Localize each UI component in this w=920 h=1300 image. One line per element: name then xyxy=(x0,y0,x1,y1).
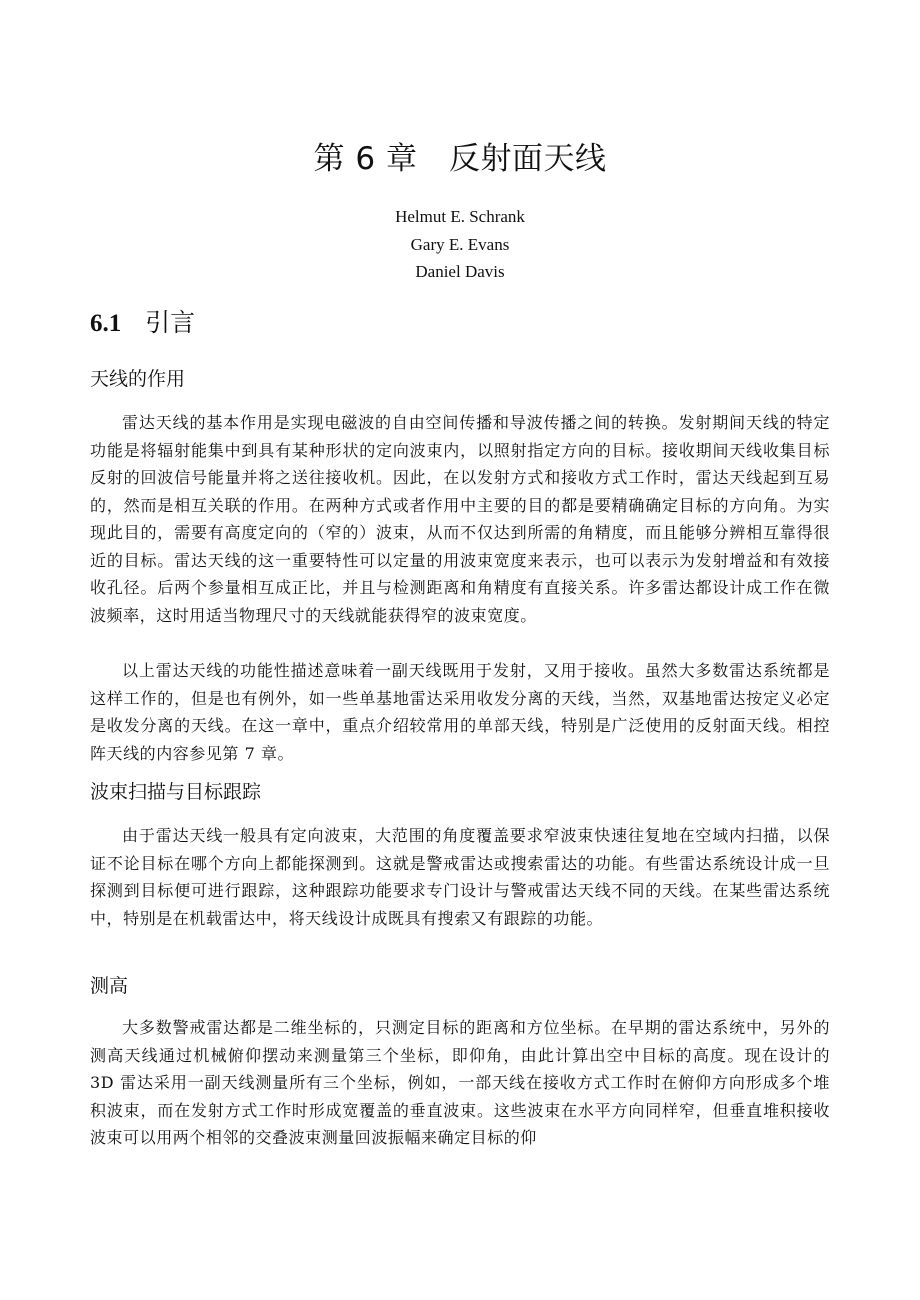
subsection-heading-antenna-role: 天线的作用 xyxy=(90,368,186,390)
subsection-heading-beam-scan: 波束扫描与目标跟踪 xyxy=(90,781,262,803)
author-name: Helmut E. Schrank xyxy=(395,207,525,226)
paragraph: 雷达天线的基本作用是实现电磁波的自由空间传播和导波传播之间的转换。发射期间天线的特定功能是将辐射能集中到具有某种形状的定向波束内，以照射指定方向的目标。接收期间天线收集目标反射的回波信号能量并将之送往接收机。因此，在以发射方式和接收方式工作时，雷达天线起到互易的，然而是相互关联的作用。在两种方式或者作用中主要的目的都是要精确确定目标的方向角。为实现此目的，需要有高度定向的（窄的）波束，从而不仅达到所需的角精度，而且能够分辨相互靠得很近的目标。雷达天线的这一重要特性可以定量的用波束宽度来表示，也可以表示为发射增益和有效接收孔径。后两个参量相互成正比，并且与检测距离和角精度有直接关系。许多雷达都设计成工作在微波频率，这时用适当物理尺寸的天线就能获得窄的波束宽度。 xyxy=(90,413,830,625)
paragraph: 大多数警戒雷达都是二维坐标的，只测定目标的距离和方位坐标。在早期的雷达系统中，另外的测高天线通过机械俯仰摆动来测量第三个坐标，即仰角，由此计算出空中目标的高度。现在设计的 3D 雷达采用一副天线测量所有三个坐标，例如，一部天线在接收方式工作时在俯仰方向形成多个堆积波束，而在发射方式工作时形成宽覆盖的垂直波束。这些波束在水平方向同样窄，但垂直堆积接收波束可以用两个相邻的交叠波束测量回波振幅来确定目标的仰 xyxy=(90,1018,830,1147)
section-number: 6.1 xyxy=(90,310,122,337)
paragraph: 由于雷达天线一般具有定向波束，大范围的角度覆盖要求窄波束快速往复地在空域内扫描，以保证不论目标在哪个方向上都能探测到。这就是警戒雷达或搜索雷达的功能。有些雷达系统设计成一旦探测到目标便可进行跟踪，这种跟踪功能要求专门设计与警戒雷达天线不同的天线。在某些雷达系统中，特别是在机载雷达中，将天线设计成既具有搜索又有跟踪的功能。 xyxy=(90,826,830,928)
author-name: Daniel Davis xyxy=(415,262,505,281)
section-title: 引言 xyxy=(145,308,196,337)
chapter-title: 第 6 章 反射面天线 xyxy=(313,141,607,177)
author-list xyxy=(0,203,920,286)
paragraph: 以上雷达天线的功能性描述意味着一副天线既用于发射，又用于接收。虽然大多数雷达系统都是这样工作的，但是也有例外，如一些单基地雷达采用收发分离的天线，当然，双基地雷达按定义必定是收发分离的天线。在这一章中，重点介绍较常用的单部天线，特别是广泛使用的反射面天线。相控阵天线的内容参见第 7 章。 xyxy=(90,661,830,763)
subsection-heading-height-finding: 测高 xyxy=(90,975,129,997)
author-name: Gary E. Evans xyxy=(410,234,510,254)
section-heading xyxy=(90,305,195,342)
